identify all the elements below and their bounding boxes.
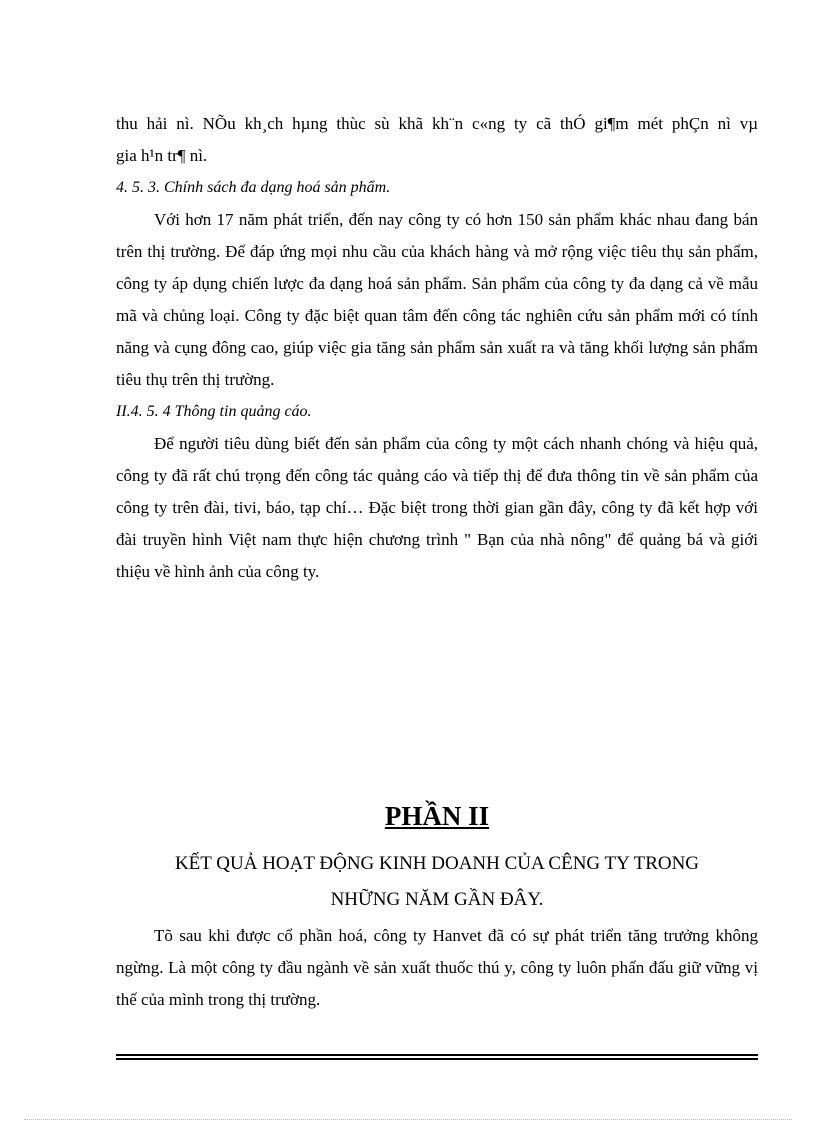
fragment-line-2: gia h¹n tr¶ nì. xyxy=(116,146,208,165)
paragraph-4-5-3: Với hơn 17 năm phát triển, đến nay công ty có hơn 150 sản phẩm khác nhau đang bán trên thị trường. Để đáp ứng mọi nhu cầu của khách hàng và mở rộng việc tiêu thụ sản phẩm, công ty áp dụng chiến lược đa dạng hoá sản phẩm. Sản phẩm của công ty đa dạng cả về mẫu mã và chủng loại. Công ty đặc biệt quan tâm đến công tác nghiên cứu sản phẩm mới có tính năng và cụng đông cao, giúp việc gia tăng sản phẩm sản xuất ra và tăng khối lượng sản phẩm tiêu thụ trên thị trường. xyxy=(116,210,758,389)
page-edge-dotted-line xyxy=(24,1119,792,1120)
part-subtitle xyxy=(116,846,758,918)
document-page-body xyxy=(116,108,758,588)
footer-double-rule xyxy=(116,1054,758,1060)
part-title: PHẦN II xyxy=(384,801,490,831)
heading-4-5-3: 4. 5. 3. Chính sách đa dạng hoá sản phẩm. xyxy=(116,179,391,196)
part-intro xyxy=(116,920,758,1016)
fragment-line-1: thu hải nì. NÕu kh¸ch hµng thùc sù khã kh¨n c«ng ty cã thÓ gi¶m mét phÇn nì vµ xyxy=(116,114,758,133)
heading-4-5-4: II.4. 5. 4 Thông tin quảng cáo. xyxy=(116,403,312,420)
part-intro-paragraph: Tõ sau khi được cổ phần hoá, công ty Hanvet đã có sự phát triển tăng trưởng không ngừng. Là một công ty đầu ngành về sản xuất thuốc thú y, công ty luôn phấn đấu giữ vững vị thế của mình trong thị trường. xyxy=(116,926,758,1009)
part-subtitle-line-2: NHỮNG NĂM GẦN ĐÂY. xyxy=(330,889,544,910)
part-subtitle-line-1: KẾT QUẢ HOẠT ĐỘNG KINH DOANH CỦA CÊNG TY TRONG xyxy=(174,853,700,874)
paragraph-4-5-4: Để người tiêu dùng biết đến sản phẩm của công ty một cách nhanh chóng và hiệu quả, công ty đã rất chú trọng đến công tác quảng cáo và tiếp thị để đưa thông tin về sản phẩm của công ty trên đài, tivi, báo, tạp chí… Đặc biệt trong thời gian gần đây, công ty đã kết hợp với đài truyền hình Việt nam thực hiện chương trình " Bạn của nhà nông" để quảng bá và giới thiệu về hình ảnh của công ty. xyxy=(116,434,758,581)
